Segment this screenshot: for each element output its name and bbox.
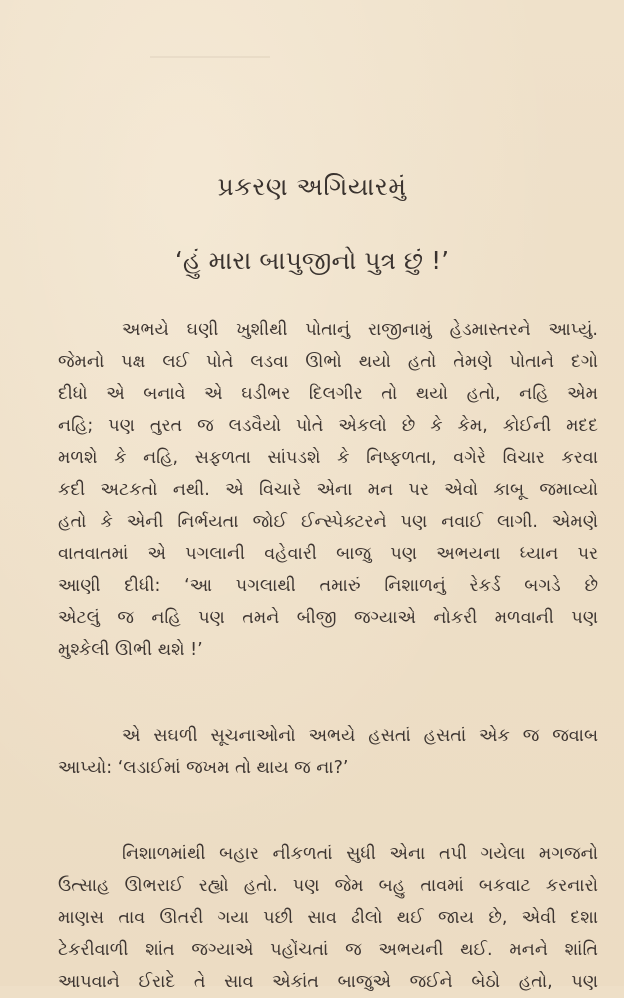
text-line: આણી દીધી: ‘આ પગલાથી તમારું નિશાળનું રેકર્ડ બગડે છે xyxy=(58,576,598,596)
text-line: એટલું જ નહિ પણ તમને બીજી જગ્યાએ નોકરી મળવાની પણ xyxy=(58,608,598,628)
text-line: નિશાળમાંથી બહાર નીકળતાં સુધી એના તપી ગયેલા મગજનો xyxy=(122,844,598,864)
paragraph-3 xyxy=(58,838,598,998)
text-line: ટેકરીવાળી શાંત જગ્યાએ પહોંચતાં જ અભયની થઈ. મનને શાંતિ xyxy=(58,940,598,960)
text-line: નહિ; પણ તુરત જ લડવૈયો પોતે એકલો છે કે કેમ, કોઈની મદદ xyxy=(58,416,598,436)
text-line: અભયે ઘણી ખુશીથી પોતાનું રાજીનામું હેડમાસ્તરને આપ્યું. xyxy=(122,320,598,340)
text-line: જેમનો પક્ષ લઈ પોતે લડવા ઊભો થયો હતો તેમણે પોતાને દગો xyxy=(58,352,598,372)
text-line: મળશે કે નહિ, સફળતા સાંપડશે કે નિષ્ફળતા, વગેરે વિચાર કરવા xyxy=(58,448,598,468)
text-line: આપ્યો: ‘લડાઈમાં જખમ તો થાય જ ના?’ xyxy=(58,758,349,778)
text-line: આપવાને ઈરાદે તે સાવ એકાંત બાજુએ જઈને બેઠો હતો, પણ xyxy=(58,972,598,992)
text-line: કદી અટકતો નથી. એ વિચારે એના મન પર એવો કાબૂ જમાવ્યો xyxy=(58,480,598,500)
text-line: વાતવાતમાં એ પગલાની વહેવારી બાજુ પણ અભયના ધ્યાન પર xyxy=(58,544,598,564)
text-line: દીધો એ બનાવે એ ઘડીભર દિલગીર તો થયો હતો, નહિ એમ xyxy=(58,384,598,404)
text-line: માણસ તાવ ઊતરી ગયા પછી સાવ ઢીલો થઈ જાય છે, એવી દશા xyxy=(58,908,598,928)
paragraph-1 xyxy=(58,314,598,666)
text-line: એ સઘળી સૂચનાઓનો અભયે હસતાં હસતાં એક જ જવાબ xyxy=(122,726,598,746)
page-smudge xyxy=(150,56,270,58)
paragraph-2 xyxy=(58,720,598,784)
chapter-subtitle: ‘હું મારા બાપુજીનો પુત્ર છું !’ xyxy=(174,246,450,275)
chapter-title: પ્રકરણ અગિયારમું xyxy=(217,172,407,201)
text-line: હતો કે એની નિર્ભયતા જોઈ ઈન્સ્પેક્ટરને પણ નવાઈ લાગી. એમણે xyxy=(58,512,598,532)
text-line: ઉત્સાહ ઊભરાઈ રહ્યો હતો. પણ જેમ બહુ તાવમાં બકવાટ કરનારો xyxy=(58,876,598,896)
text-line: મુશ્કેલી ઊભી થશે !’ xyxy=(58,640,203,660)
